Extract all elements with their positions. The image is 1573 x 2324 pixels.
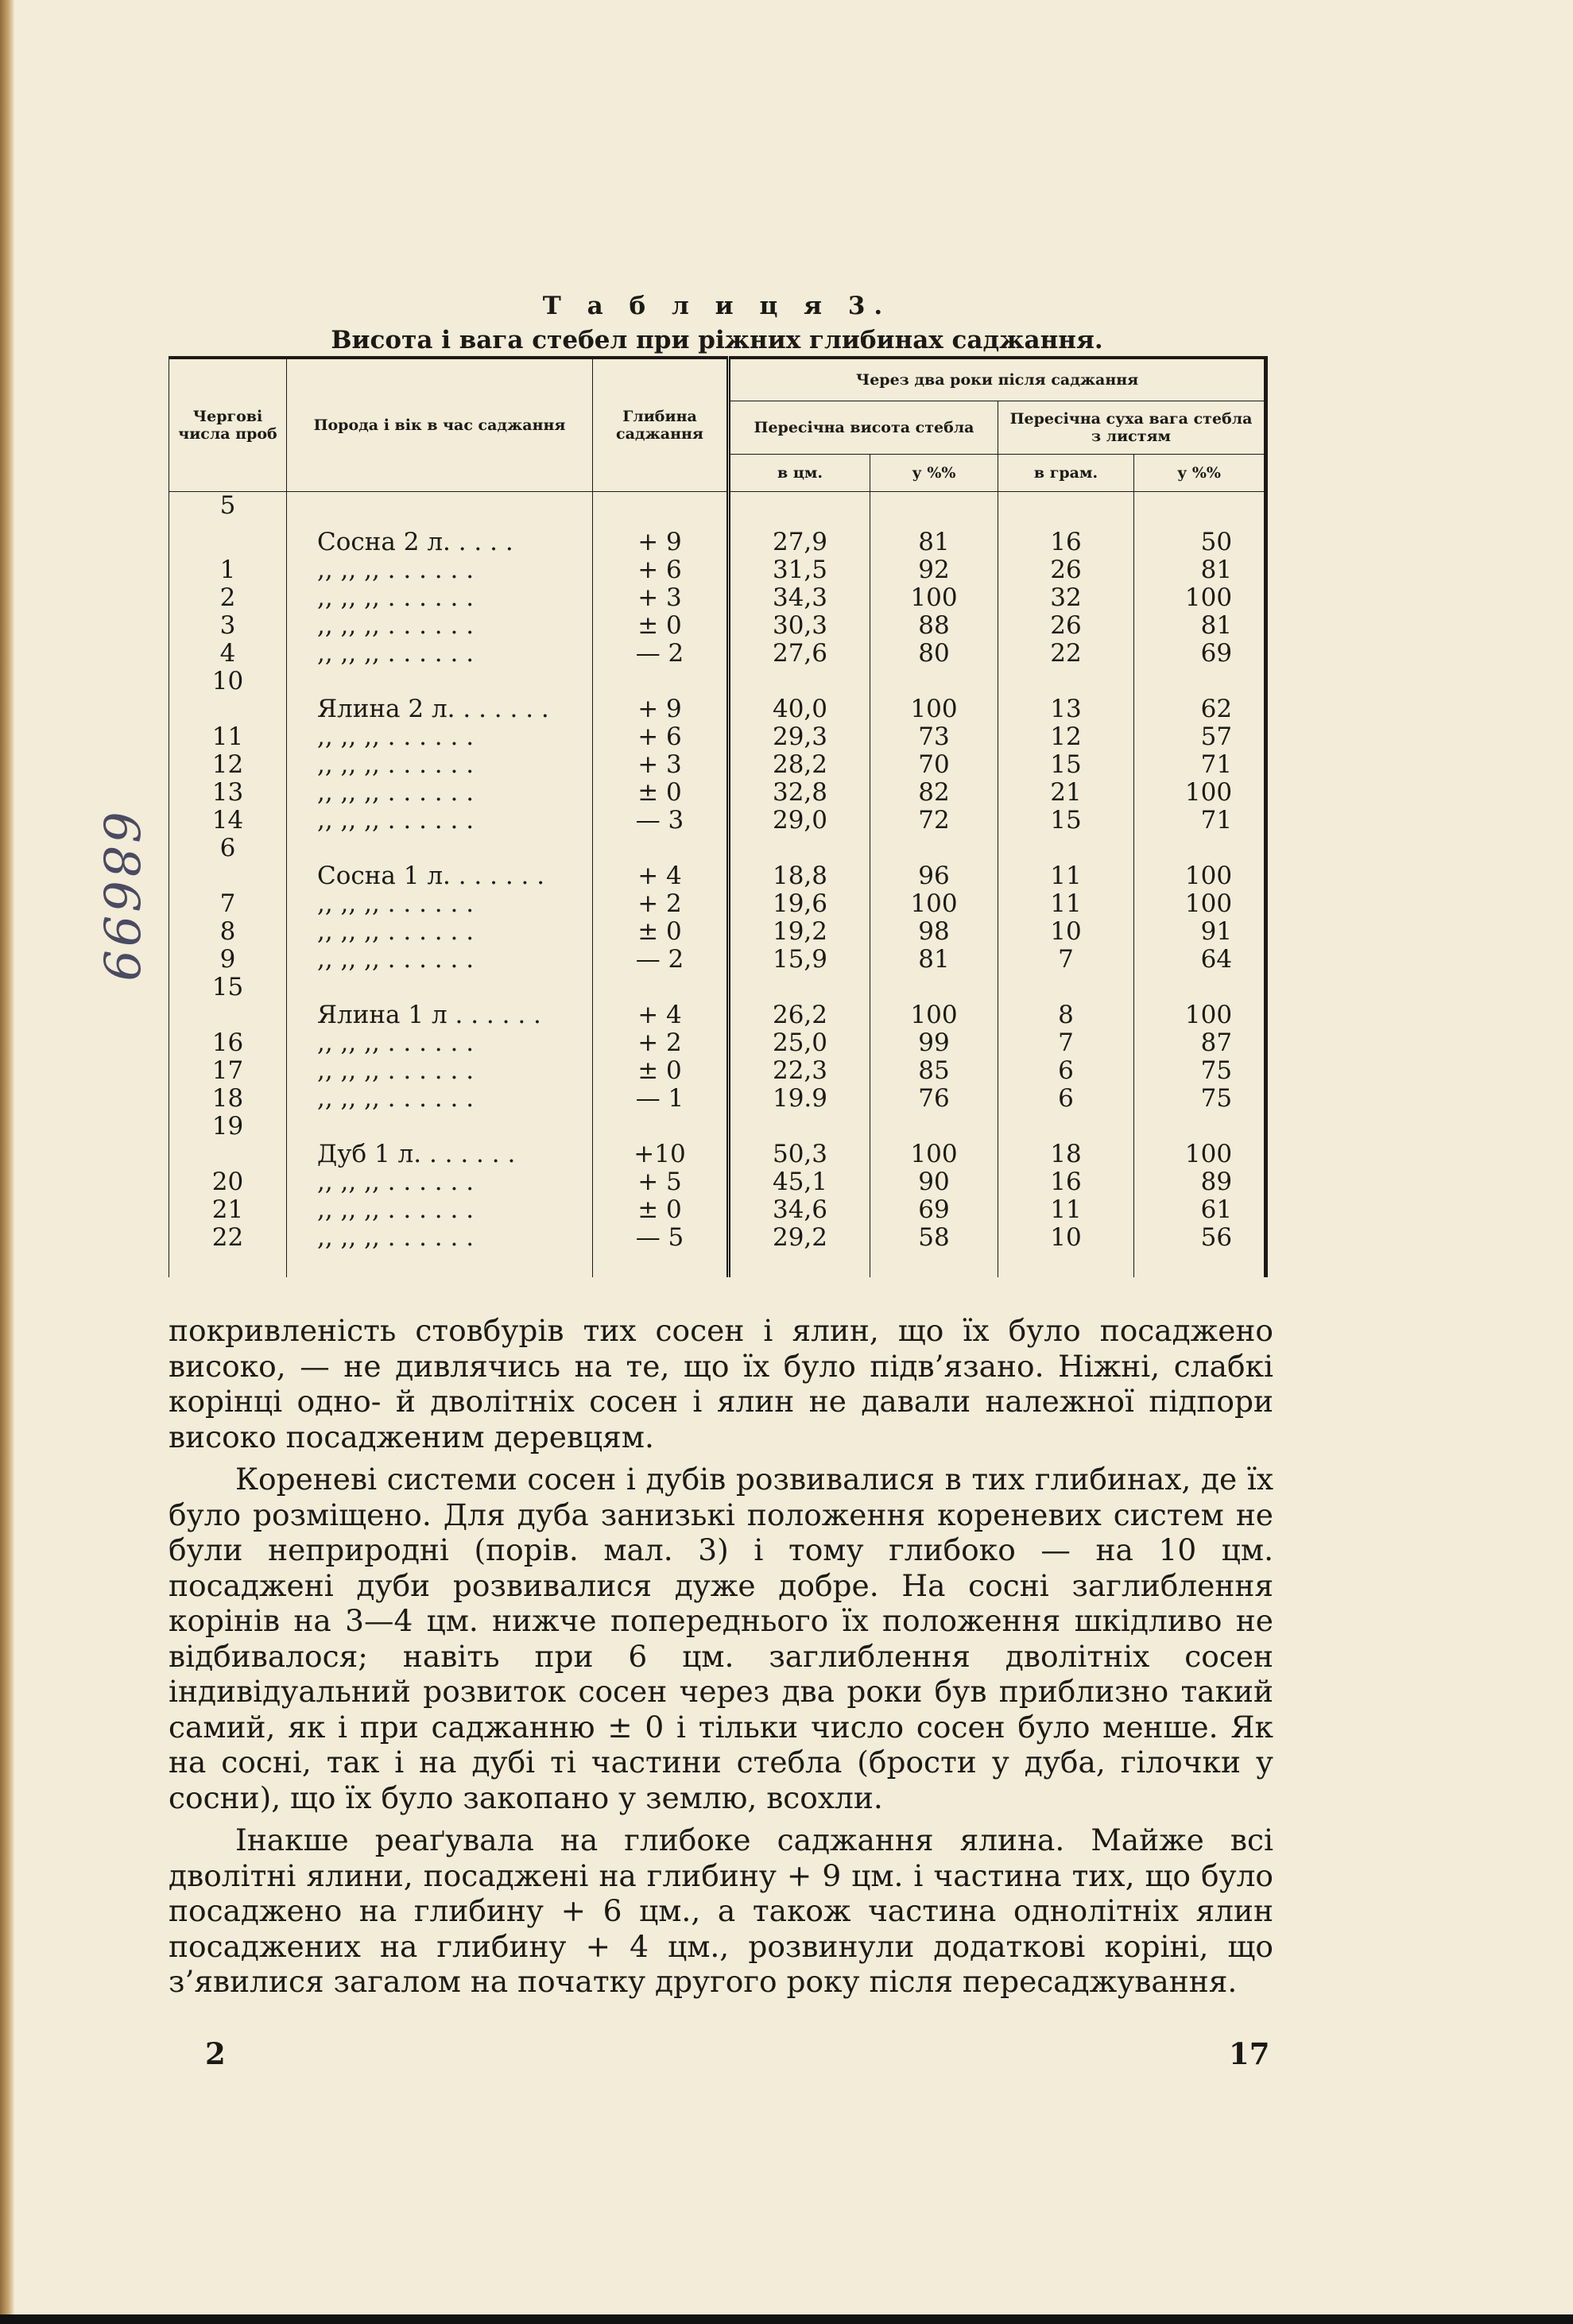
table-row	[169, 751, 1266, 779]
signature-mark: 2	[205, 2036, 226, 2071]
planting-depth: + 5	[593, 1168, 729, 1196]
table-row	[169, 890, 1266, 918]
table-row	[169, 974, 1266, 1029]
weight-gram: 15	[998, 751, 1134, 779]
weight-gram: 10	[998, 1224, 1134, 1277]
planting-depth: + 3	[593, 751, 729, 779]
weight-percent: 69	[1134, 640, 1266, 668]
weight-percent: 100	[1134, 779, 1266, 807]
species-age: ,, ,, ,, . . . . . .	[287, 751, 593, 779]
height-percent: 70	[870, 751, 998, 779]
weight-gram: 21	[998, 779, 1134, 807]
weight-percent: 62	[1134, 668, 1266, 723]
height-percent: 85	[870, 1057, 998, 1085]
weight-gram: 11	[998, 890, 1134, 918]
paragraph: Кореневі системи сосен і дубів розвивалися в тих глибинах, де їх було розміщено. Для дуба занизькі положення кореневих систем не були неприродні (порів. мал. 3) і тому глибоко — на 10 цм. посаджені дуби розвивалися дуже добре. На сосні заглиблення корінів на 3—4 цм. нижче попереднього їх положення шкідливо не відбивалося; навіть при 6 цм. заглиблення дволітніх сосен індивідуальний розвиток сосен через два роки був приблизно такий самий, як і при саджанню ± 0 і тільки число сосен було менше. Як на сосні, так і на дубі ті частини стебла (брости у дуба, гілочки у сосни), що їх було закопано у землю, всохли.	[169, 1462, 1273, 1815]
species-age: ,, ,, ,, . . . . . .	[287, 640, 593, 668]
table-row	[169, 1196, 1266, 1224]
species-age: ,, ,, ,, . . . . . .	[287, 1029, 593, 1057]
planting-depth: +10	[593, 1113, 729, 1168]
sample-number: 22	[169, 1224, 287, 1277]
planting-depth: ± 0	[593, 779, 729, 807]
planting-depth: + 4	[593, 835, 729, 890]
height-cm: 34,3	[729, 584, 870, 612]
weight-percent: 57	[1134, 723, 1266, 751]
height-cm: 30,3	[729, 612, 870, 640]
table-body	[169, 492, 1266, 1278]
header-unit-percent: у %%	[1134, 455, 1266, 492]
weight-gram: 6	[998, 1085, 1134, 1113]
sample-number: 18	[169, 1085, 287, 1113]
weight-percent: 100	[1134, 584, 1266, 612]
sample-number: 13	[169, 779, 287, 807]
table-row	[169, 835, 1266, 890]
height-cm: 18,8	[729, 835, 870, 890]
page-number: 17	[1229, 2036, 1270, 2071]
weight-percent: 81	[1134, 556, 1266, 584]
height-cm: 29,3	[729, 723, 870, 751]
weight-percent: 87	[1134, 1029, 1266, 1057]
sample-number: 21	[169, 1196, 287, 1224]
species-age: Дуб 1 л. . . . . . .	[287, 1113, 593, 1168]
planting-depth: + 9	[593, 668, 729, 723]
weight-percent: 89	[1134, 1168, 1266, 1196]
weight-gram: 7	[998, 1029, 1134, 1057]
sample-number: 5	[169, 492, 287, 557]
weight-gram: 22	[998, 640, 1134, 668]
table-row	[169, 1029, 1266, 1057]
height-cm: 40,0	[729, 668, 870, 723]
paragraph: покривленість стовбурів тих сосен і ялин, що їх було посаджено високо, — не дивлячись на те, що їх було підв’язано. Ніжні, слабкі корінці одно- й дволітніх сосен і ялин не давали належної підпори високо посадженим деревцям.	[169, 1313, 1273, 1454]
weight-gram: 6	[998, 1057, 1134, 1085]
table-row	[169, 640, 1266, 668]
table-row	[169, 1168, 1266, 1196]
weight-gram: 8	[998, 974, 1134, 1029]
planting-depth: + 2	[593, 1029, 729, 1057]
planting-depth: ± 0	[593, 918, 729, 946]
book-spine-edge	[0, 0, 14, 2324]
height-percent: 90	[870, 1168, 998, 1196]
height-cm: 26,2	[729, 974, 870, 1029]
planting-depth: + 6	[593, 723, 729, 751]
planting-depth: ± 0	[593, 1196, 729, 1224]
planting-depth: + 4	[593, 974, 729, 1029]
weight-gram: 16	[998, 492, 1134, 557]
header-avg-height: Пересічна висота стебла	[729, 401, 998, 455]
species-age: Сосна 2 л. . . . .	[287, 492, 593, 557]
height-percent: 100	[870, 890, 998, 918]
weight-gram: 18	[998, 1113, 1134, 1168]
species-age: ,, ,, ,, . . . . . .	[287, 556, 593, 584]
height-percent: 88	[870, 612, 998, 640]
sample-number: 19	[169, 1113, 287, 1168]
weight-percent: 75	[1134, 1057, 1266, 1085]
height-cm: 32,8	[729, 779, 870, 807]
planting-depth: + 9	[593, 492, 729, 557]
height-percent: 100	[870, 1113, 998, 1168]
sample-number: 16	[169, 1029, 287, 1057]
weight-gram: 11	[998, 835, 1134, 890]
table-row	[169, 556, 1266, 584]
sample-number: 12	[169, 751, 287, 779]
height-percent: 100	[870, 668, 998, 723]
weight-percent: 56	[1134, 1224, 1266, 1277]
height-cm: 27,6	[729, 640, 870, 668]
table-row	[169, 1113, 1266, 1168]
weight-gram: 26	[998, 612, 1134, 640]
weight-percent: 75	[1134, 1085, 1266, 1113]
table-row	[169, 1224, 1266, 1277]
species-age: ,, ,, ,, . . . . . .	[287, 723, 593, 751]
height-percent: 80	[870, 640, 998, 668]
height-cm: 29,2	[729, 1224, 870, 1277]
height-cm: 28,2	[729, 751, 870, 779]
height-percent: 99	[870, 1029, 998, 1057]
weight-percent: 100	[1134, 890, 1266, 918]
species-age: Ялина 1 л . . . . . .	[287, 974, 593, 1029]
planting-depth: — 5	[593, 1224, 729, 1277]
sample-number: 8	[169, 918, 287, 946]
header-sample-numbers: Чергові числа проб	[169, 358, 287, 492]
sample-number: 2	[169, 584, 287, 612]
planting-depth: + 6	[593, 556, 729, 584]
sample-number: 4	[169, 640, 287, 668]
weight-gram: 15	[998, 807, 1134, 835]
species-age: ,, ,, ,, . . . . . .	[287, 1168, 593, 1196]
table-row	[169, 946, 1266, 974]
weight-percent: 81	[1134, 612, 1266, 640]
height-cm: 45,1	[729, 1168, 870, 1196]
sample-number: 11	[169, 723, 287, 751]
height-cm: 15,9	[729, 946, 870, 974]
species-age: ,, ,, ,, . . . . . .	[287, 1057, 593, 1085]
handwritten-note: 68699	[92, 811, 151, 985]
sample-number: 3	[169, 612, 287, 640]
scan-bottom-edge	[0, 2314, 1573, 2324]
header-after-two-years: Через два роки після саджання	[729, 358, 1266, 401]
weight-percent: 50	[1134, 492, 1266, 557]
table-title: Т а б л и ц я 3.	[542, 292, 892, 320]
header-depth: Глибина саджання	[593, 358, 729, 492]
planting-depth: + 3	[593, 584, 729, 612]
height-percent: 69	[870, 1196, 998, 1224]
height-cm: 22,3	[729, 1057, 870, 1085]
sample-number: 20	[169, 1168, 287, 1196]
species-age: ,, ,, ,, . . . . . .	[287, 946, 593, 974]
table-row	[169, 612, 1266, 640]
height-cm: 34,6	[729, 1196, 870, 1224]
table-row	[169, 1057, 1266, 1085]
header-unit-gram: в грам.	[998, 455, 1134, 492]
height-cm: 19,6	[729, 890, 870, 918]
planting-depth: — 3	[593, 807, 729, 835]
height-percent: 92	[870, 556, 998, 584]
height-percent: 81	[870, 492, 998, 557]
header-unit-cm: в цм.	[729, 455, 870, 492]
weight-gram: 7	[998, 946, 1134, 974]
height-percent: 82	[870, 779, 998, 807]
weight-gram: 32	[998, 584, 1134, 612]
weight-percent: 100	[1134, 835, 1266, 890]
planting-depth: — 2	[593, 640, 729, 668]
planting-depth: — 1	[593, 1085, 729, 1113]
planting-depth: — 2	[593, 946, 729, 974]
weight-gram: 12	[998, 723, 1134, 751]
weight-percent: 71	[1134, 751, 1266, 779]
table-row	[169, 492, 1266, 557]
height-percent: 73	[870, 723, 998, 751]
planting-depth: + 2	[593, 890, 729, 918]
body-text	[169, 1313, 1273, 2000]
height-percent: 81	[870, 946, 998, 974]
height-percent: 100	[870, 974, 998, 1029]
sample-number: 15	[169, 974, 287, 1029]
species-age: ,, ,, ,, . . . . . .	[287, 1196, 593, 1224]
species-age: ,, ,, ,, . . . . . .	[287, 918, 593, 946]
sample-number: 14	[169, 807, 287, 835]
height-cm: 25,0	[729, 1029, 870, 1057]
sample-number: 7	[169, 890, 287, 918]
height-percent: 76	[870, 1085, 998, 1113]
species-age: Ялина 2 л. . . . . . .	[287, 668, 593, 723]
height-percent: 98	[870, 918, 998, 946]
species-age: ,, ,, ,, . . . . . .	[287, 779, 593, 807]
weight-gram: 13	[998, 668, 1134, 723]
weight-percent: 64	[1134, 946, 1266, 974]
table-subtitle: Висота і вага стебел при ріжних глибинах саджання.	[331, 326, 1103, 354]
sample-number: 1	[169, 556, 287, 584]
weight-percent: 100	[1134, 974, 1266, 1029]
header-avg-dry-weight: Пересічна суха вага стебла з листям	[998, 401, 1266, 455]
species-age: ,, ,, ,, . . . . . .	[287, 1224, 593, 1277]
sample-number: 10	[169, 668, 287, 723]
sample-number: 9	[169, 946, 287, 974]
sample-number: 6	[169, 835, 287, 890]
planting-depth: ± 0	[593, 612, 729, 640]
species-age: ,, ,, ,, . . . . . .	[287, 890, 593, 918]
height-percent: 96	[870, 835, 998, 890]
table-row	[169, 584, 1266, 612]
species-age: Сосна 1 л. . . . . . .	[287, 835, 593, 890]
table-row	[169, 723, 1266, 751]
table-row	[169, 1085, 1266, 1113]
sample-number: 17	[169, 1057, 287, 1085]
weight-percent: 61	[1134, 1196, 1266, 1224]
height-cm: 29,0	[729, 807, 870, 835]
data-table	[169, 356, 1268, 1277]
height-cm: 27,9	[729, 492, 870, 557]
table-row	[169, 918, 1266, 946]
weight-gram: 16	[998, 1168, 1134, 1196]
species-age: ,, ,, ,, . . . . . .	[287, 612, 593, 640]
paragraph: Інакше реаґувала на глибоке саджання ялина. Майже всі дволітні ялини, посаджені на глибину + 9 цм. і частина тих, що було посаджено на глибину + 6 цм., а також частина однолітніх ялин посаджених на глибину + 4 цм., розвинули додаткові коріні, що з’явилися загалом на початку другого року після пересаджування.	[169, 1822, 1273, 1999]
table-row	[169, 807, 1266, 835]
species-age: ,, ,, ,, . . . . . .	[287, 807, 593, 835]
weight-percent: 71	[1134, 807, 1266, 835]
weight-percent: 100	[1134, 1113, 1266, 1168]
species-age: ,, ,, ,, . . . . . .	[287, 584, 593, 612]
weight-gram: 11	[998, 1196, 1134, 1224]
height-cm: 19,2	[729, 918, 870, 946]
height-percent: 72	[870, 807, 998, 835]
height-percent: 100	[870, 584, 998, 612]
planting-depth: ± 0	[593, 1057, 729, 1085]
table-row	[169, 779, 1266, 807]
species-age: ,, ,, ,, . . . . . .	[287, 1085, 593, 1113]
table-caption	[169, 288, 1265, 356]
weight-percent: 91	[1134, 918, 1266, 946]
header-unit-percent: у %%	[870, 455, 998, 492]
weight-gram: 26	[998, 556, 1134, 584]
height-cm: 19.9	[729, 1085, 870, 1113]
weight-gram: 10	[998, 918, 1134, 946]
height-percent: 58	[870, 1224, 998, 1277]
header-species-age: Порода і вік в час саджання	[287, 358, 593, 492]
height-cm: 31,5	[729, 556, 870, 584]
table-row	[169, 668, 1266, 723]
height-cm: 50,3	[729, 1113, 870, 1168]
